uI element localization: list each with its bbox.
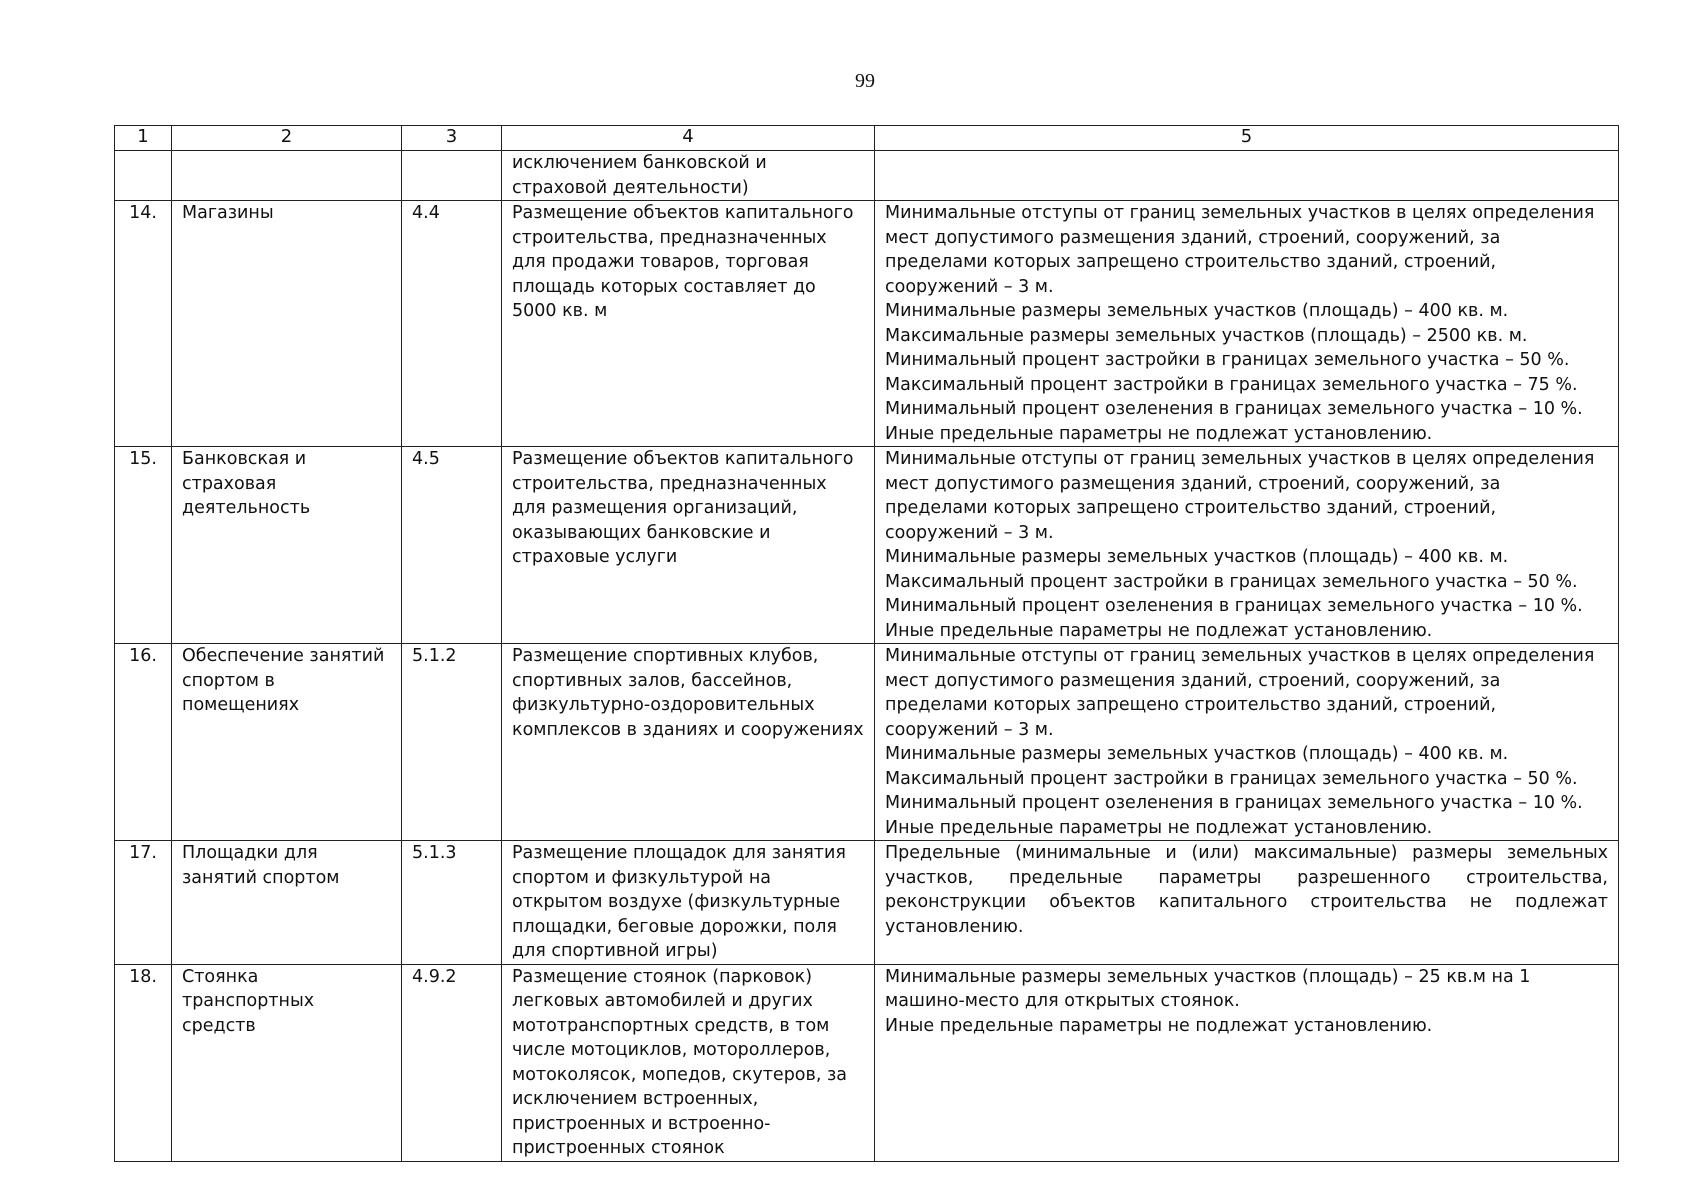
row-number: 15. — [115, 447, 172, 644]
parameter-line: Минимальный процент озеленения в границах земельного участка – 10 %. — [885, 596, 1583, 616]
land-use-code: 4.4 — [402, 201, 502, 447]
continuation-params-cell — [875, 151, 1619, 201]
parameters-cell — [875, 644, 1619, 841]
land-use-code: 4.9.2 — [402, 964, 502, 1161]
land-use-table — [114, 125, 1619, 1162]
land-use-name: Банковская и страховая деятельность — [172, 447, 402, 644]
table-row-continuation — [115, 151, 1619, 201]
parameter-line: Максимальный процент застройки в границах земельного участка – 50 %. — [885, 571, 1578, 592]
parameter-line: Минимальные отступы от границ земельных участков в целях определения мест допустимого размещения зданий, строений, сооружений, за пределами которых запрещено строительство зданий, строений, сооружений – 3 м. — [885, 646, 1595, 740]
parameter-line: Иные предельные параметры не подлежат установлению. — [885, 1015, 1433, 1036]
row-number: 16. — [115, 644, 172, 841]
table-row — [115, 841, 1619, 965]
parameters-cell — [875, 447, 1619, 644]
land-use-name: Обеспечение занятий спортом в помещениях — [172, 644, 402, 841]
table-row — [115, 201, 1619, 447]
land-use-name: Стоянка транспортных средств — [172, 964, 402, 1161]
land-use-code: 4.5 — [402, 447, 502, 644]
parameter-line: Максимальный процент застройки в границах земельного участка – 75 %. — [885, 374, 1578, 395]
table-row — [115, 964, 1619, 1161]
table-row — [115, 644, 1619, 841]
column-header-1: 1 — [115, 126, 172, 151]
land-use-description: Размещение объектов капитального строительства, предназначенных для размещения организаций, оказывающих банковские и страховые услуги — [502, 447, 875, 644]
parameter-line: Минимальные размеры земельных участков (площадь) – 25 кв.м на 1 машино-место для открытых стоянок. — [885, 966, 1531, 1011]
land-use-description: Размещение стоянок (парковок) легковых автомобилей и других мототранспортных средств, в том числе мотоциклов, мотороллеров, мотоколясок, мопедов, скутеров, за исключением встроенных, пристроенных и встроенно-пристроенных стоянок — [502, 964, 875, 1161]
row-number: 14. — [115, 201, 172, 447]
land-use-name: Площадки для занятий спортом — [172, 841, 402, 965]
parameter-line: Иные предельные параметры не подлежат установлению. — [885, 620, 1433, 641]
continuation-num-cell — [115, 151, 172, 201]
continuation-name-cell — [172, 151, 402, 201]
parameters-cell — [875, 201, 1619, 447]
parameters-cell — [875, 841, 1619, 965]
parameter-line: Предельные (минимальные и (или) максимальные) размеры земельных участков, предельные параметры разрешенного строительства, реконструкции объектов капитального строительства не подлежат установлению. — [885, 843, 1608, 937]
table-row — [115, 447, 1619, 644]
land-use-description: Размещение объектов капитального строительства, предназначенных для продажи товаров, торговая площадь которых составляет до 5000 кв. м — [502, 201, 875, 447]
parameter-line: Минимальные отступы от границ земельных участков в целях определения мест допустимого размещения зданий, строений, сооружений, за пределами которых запрещено строительство зданий, строений, сооружений – 3 м. — [885, 449, 1595, 543]
parameter-line: Иные предельные параметры не подлежат установлению. — [885, 423, 1433, 444]
continuation-description-cell: исключением банковской и страховой деятельности) — [502, 151, 875, 201]
parameter-line: Минимальные размеры земельных участков (площадь) – 400 кв. м. — [885, 744, 1509, 764]
column-header-2: 2 — [172, 126, 402, 151]
column-header-3: 3 — [402, 126, 502, 151]
column-header-4: 4 — [502, 126, 875, 151]
parameter-line: Минимальные размеры земельных участков (площадь) – 400 кв. м. — [885, 547, 1509, 567]
parameter-line: Минимальные размеры земельных участков (площадь) – 400 кв. м. — [885, 301, 1509, 321]
parameter-line: Минимальный процент озеленения в границах земельного участка – 10 %. — [885, 399, 1583, 419]
continuation-code-cell — [402, 151, 502, 201]
parameter-line: Максимальный процент застройки в границах земельного участка – 50 %. — [885, 768, 1578, 789]
parameter-line: Минимальный процент озеленения в границах земельного участка – 10 %. — [885, 793, 1583, 813]
land-use-name: Магазины — [172, 201, 402, 447]
column-header-5: 5 — [875, 126, 1619, 151]
land-use-code: 5.1.2 — [402, 644, 502, 841]
table-header-row — [115, 126, 1619, 151]
page-number: 99 — [855, 70, 875, 92]
parameter-line: Иные предельные параметры не подлежат установлению. — [885, 817, 1433, 838]
row-number: 18. — [115, 964, 172, 1161]
row-number: 17. — [115, 841, 172, 965]
parameter-line: Минимальные отступы от границ земельных участков в целях определения мест допустимого размещения зданий, строений, сооружений, за пределами которых запрещено строительство зданий, строений, сооружений – 3 м. — [885, 203, 1595, 297]
parameter-line: Максимальные размеры земельных участков (площадь) – 2500 кв. м. — [885, 325, 1528, 346]
parameter-line: Минимальный процент застройки в границах земельного участка – 50 %. — [885, 350, 1570, 370]
land-use-code: 5.1.3 — [402, 841, 502, 965]
land-use-description: Размещение спортивных клубов, спортивных залов, бассейнов, физкультурно-оздоровительных комплексов в зданиях и сооружениях — [502, 644, 875, 841]
land-use-description: Размещение площадок для занятия спортом и физкультурой на открытом воздухе (физкультурные площадки, беговые дорожки, поля для спортивной игры) — [502, 841, 875, 965]
parameters-cell — [875, 964, 1619, 1161]
